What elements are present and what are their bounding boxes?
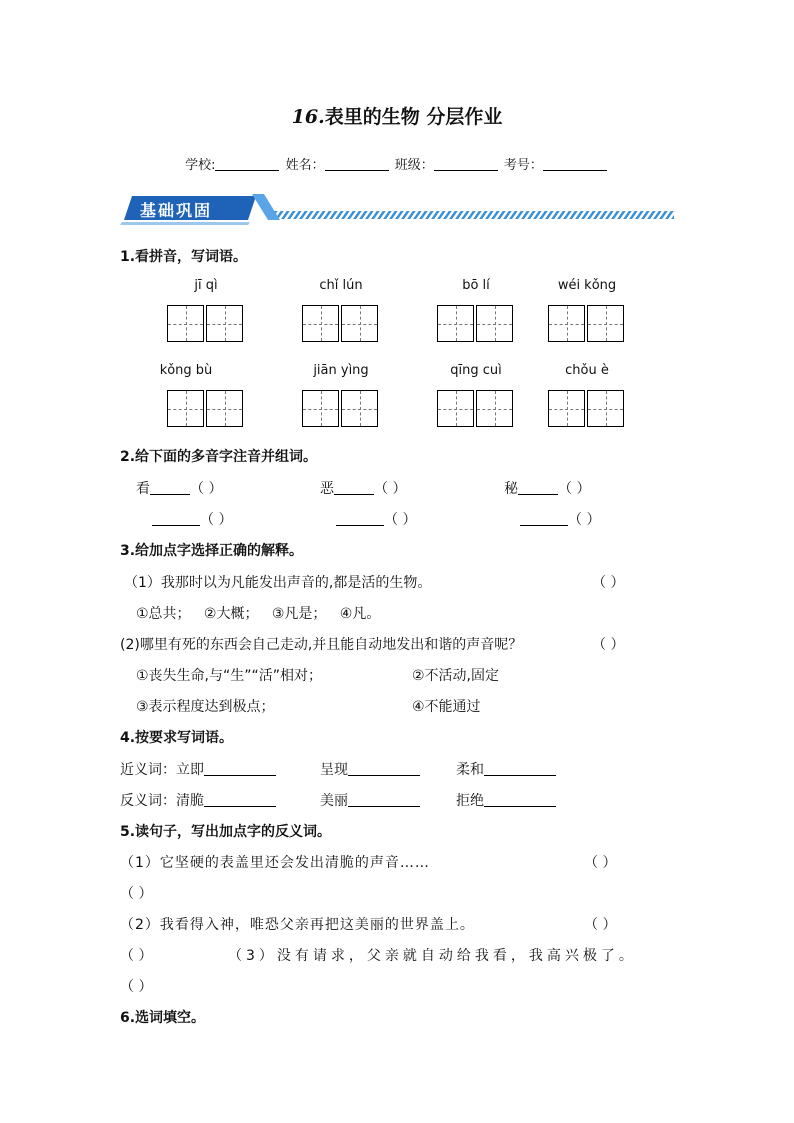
polyphone-row-2a	[152, 509, 232, 529]
answer-blank[interactable]	[334, 481, 374, 495]
school-label: 学校:	[185, 158, 216, 173]
char-box[interactable]	[437, 305, 474, 342]
q4-heading: 4.按要求写词语。	[120, 730, 234, 746]
option: ③凡是；	[271, 606, 327, 622]
class-blank[interactable]	[434, 158, 498, 171]
polyphone-row-1a	[136, 478, 222, 498]
polyphone-row-2c	[520, 509, 600, 529]
char-box[interactable]	[302, 305, 339, 342]
polyphone-row-1c	[504, 478, 590, 498]
q5-sentence-3: （3）没有请求，父亲就自动给我看，我高兴极了。	[228, 948, 637, 964]
char-box[interactable]	[341, 390, 378, 427]
name-blank[interactable]	[325, 158, 389, 171]
section-banner	[120, 192, 676, 226]
q5-answer-paren-1a[interactable]: （ ）	[584, 855, 617, 871]
antonym-item-2	[320, 790, 420, 810]
pinyin-4: wéi kǒng	[557, 278, 617, 293]
antonym-item-3	[456, 790, 556, 810]
q5-answer-paren-2a[interactable]: （ ）	[584, 917, 617, 933]
answer-blank[interactable]	[518, 481, 558, 495]
page-title	[0, 102, 794, 129]
answer-blank[interactable]	[152, 512, 200, 526]
answer-blank[interactable]	[204, 762, 276, 776]
exam-no-label: 考号：	[503, 158, 543, 173]
option: ②不活动,固定	[412, 668, 500, 684]
answer-blank[interactable]	[484, 762, 556, 776]
option: ②大概；	[203, 606, 259, 622]
pinyin-6: jiān yìng	[313, 363, 369, 378]
section-banner-label: 基础巩固	[140, 201, 213, 220]
q5-answer-paren-1b[interactable]: （ ）	[120, 886, 153, 902]
title-text: 表里的生物 分层作业	[324, 106, 503, 128]
q6-heading: 6.选词填空。	[120, 1010, 206, 1026]
pinyin-paren: （ ）	[374, 481, 407, 497]
char-box[interactable]	[476, 390, 513, 427]
word: 清脆	[176, 793, 204, 809]
q3-sentence-2: (2)哪里有死的东西会自己走动,并且能自动地发出和谐的声音呢？	[120, 637, 523, 653]
pinyin-3: bō lí	[462, 278, 490, 293]
answer-blank[interactable]	[336, 512, 384, 526]
school-blank[interactable]	[215, 158, 279, 171]
exam-no-blank[interactable]	[543, 158, 607, 171]
name-label: 姓名：	[285, 158, 325, 173]
synonym-item-2	[320, 759, 420, 779]
char-box[interactable]	[167, 390, 204, 427]
q1-heading: 1.看拼音，写词语。	[120, 249, 248, 265]
char-box[interactable]	[206, 390, 243, 427]
word: 拒绝	[456, 793, 484, 809]
polyphone-row-1b	[320, 478, 406, 498]
char-box[interactable]	[302, 390, 339, 427]
char-box[interactable]	[548, 305, 585, 342]
pinyin-paren: （ ）	[384, 512, 417, 528]
option: ④不能通过	[412, 699, 481, 715]
q5-answer-paren-2b[interactable]: （ ）	[120, 948, 153, 964]
polyphone-char: 秘	[504, 481, 518, 497]
answer-blank[interactable]	[348, 762, 420, 776]
antonym-label: 反义词：	[120, 793, 176, 809]
answer-blank[interactable]	[150, 481, 190, 495]
synonym-label: 近义词：	[120, 762, 176, 778]
student-info-line	[0, 154, 794, 173]
option: ①丧失生命,与“生”“活”相对；	[136, 668, 323, 684]
char-box[interactable]	[587, 390, 624, 427]
word: 立即	[176, 762, 204, 778]
word: 呈现	[320, 762, 348, 778]
synonym-row	[120, 759, 276, 779]
polyphone-char: 恶	[320, 481, 334, 497]
pinyin-7: qīng cuì	[450, 363, 502, 378]
option: ①总共；	[136, 606, 191, 622]
char-box[interactable]	[476, 305, 513, 342]
pinyin-1: jī qì	[194, 278, 218, 293]
polyphone-char: 看	[136, 481, 150, 497]
q3-answer-paren-2[interactable]: （ ）	[592, 637, 625, 653]
answer-blank[interactable]	[484, 793, 556, 807]
q3-answer-paren-1[interactable]: （ ）	[592, 575, 625, 591]
synonym-item-3	[456, 759, 556, 779]
pinyin-5: kǒng bù	[159, 363, 213, 378]
q2-heading: 2.给下面的多音字注音并组词。	[120, 449, 318, 465]
char-box[interactable]	[206, 305, 243, 342]
char-box[interactable]	[437, 390, 474, 427]
option: ④凡。	[339, 606, 381, 622]
pinyin-2: chǐ lún	[319, 278, 363, 293]
char-box[interactable]	[341, 305, 378, 342]
pinyin-paren: （ ）	[558, 481, 591, 497]
class-label: 班级：	[394, 158, 434, 173]
pinyin-paren: （ ）	[200, 512, 233, 528]
word: 柔和	[456, 762, 484, 778]
q5-heading: 5.读句子，写出加点字的反义词。	[120, 824, 332, 840]
pinyin-paren: （ ）	[568, 512, 601, 528]
title-number: 16.	[291, 106, 325, 128]
q3-heading: 3.给加点字选择正确的解释。	[120, 543, 304, 559]
char-box[interactable]	[587, 305, 624, 342]
option: ③表示程度达到极点；	[136, 699, 275, 715]
polyphone-row-2b	[336, 509, 416, 529]
q5-sentence-2: （2）我看得入神，唯恐父亲再把这美丽的世界盖上。	[120, 917, 475, 933]
answer-blank[interactable]	[348, 793, 420, 807]
pinyin-paren: （ ）	[190, 481, 223, 497]
q3-options-1	[136, 603, 380, 623]
answer-blank[interactable]	[204, 793, 276, 807]
char-box[interactable]	[548, 390, 585, 427]
q3-sentence-1: （1）我那时以为凡能发出声音的,都是活的生物。	[124, 575, 432, 591]
q5-answer-paren-3[interactable]: （ ）	[120, 979, 153, 995]
word: 美丽	[320, 793, 348, 809]
answer-blank[interactable]	[520, 512, 568, 526]
antonym-row	[120, 790, 276, 810]
pinyin-8: chǒu è	[565, 363, 609, 378]
q5-sentence-1: （1）它坚硬的表盖里还会发出清脆的声音……	[120, 855, 430, 871]
char-box[interactable]	[167, 305, 204, 342]
